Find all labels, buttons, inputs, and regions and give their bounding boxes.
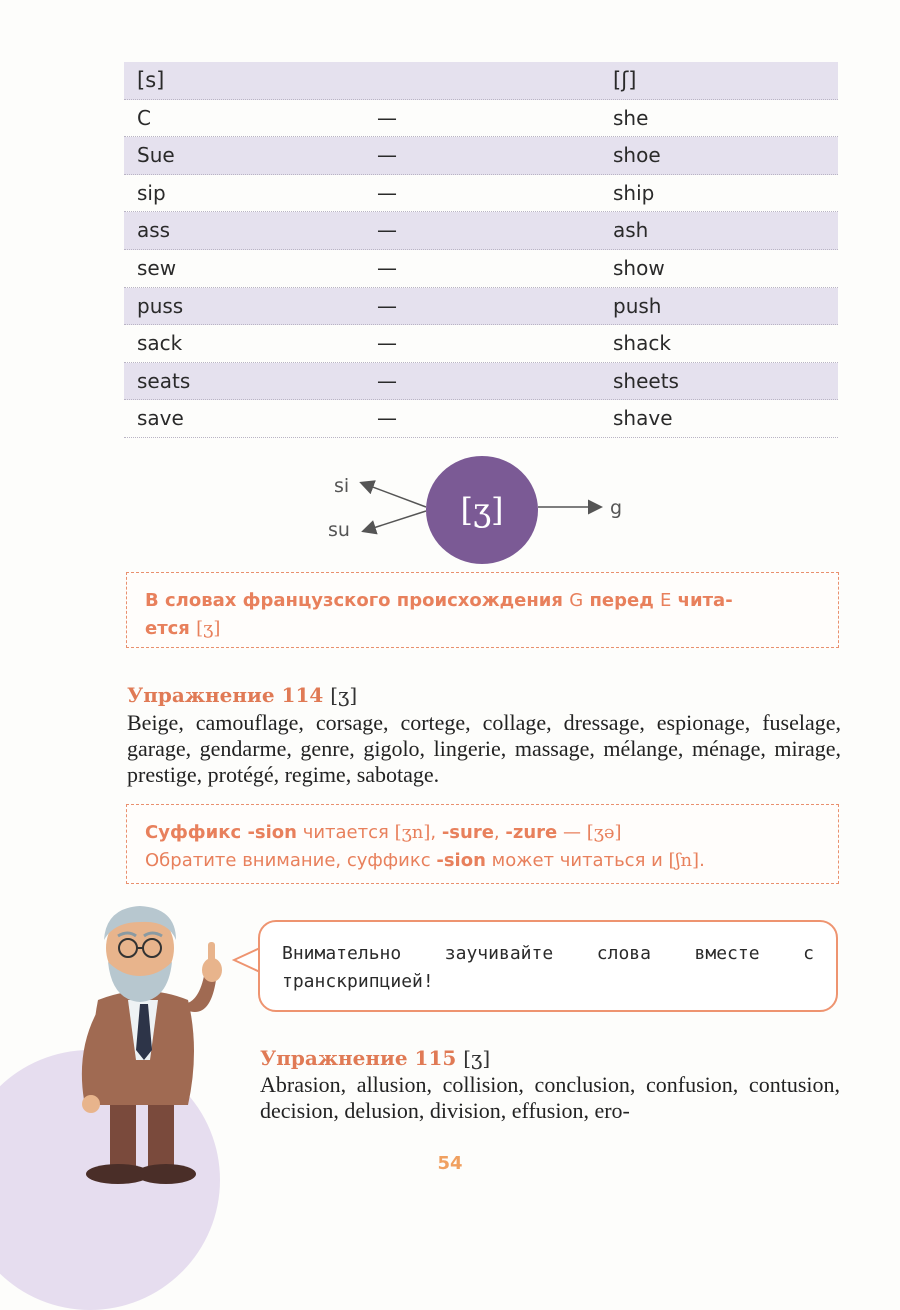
- rule-text: ,: [493, 822, 506, 843]
- label-su: su: [328, 519, 350, 541]
- rule-suffix: -sion: [247, 822, 297, 843]
- dash: —: [377, 143, 397, 168]
- rule-suffix: -sure: [441, 822, 494, 843]
- sh-word: sheets: [613, 368, 679, 393]
- dash: —: [377, 293, 397, 318]
- sh-word: shoe: [613, 143, 661, 168]
- dash: —: [377, 368, 397, 393]
- rule-letter-g: G: [569, 590, 584, 611]
- exercise-114-text: Beige, camouflage, corsage, cortege, collage, dressage, espionage, fuselage, garage, gendarme, genre, gigolo, lingerie, massage, mélange, ménage, mirage, prestige, protégé, regime, sabotage.: [127, 710, 841, 787]
- s-word: ass: [137, 218, 171, 243]
- exercise-title-text: Упражнение 115: [260, 1046, 457, 1070]
- rule-text: чита-: [671, 590, 733, 611]
- rule-ipa: [ʒn]: [394, 822, 431, 843]
- rule-text: может читаться и: [485, 850, 669, 871]
- s-word: sip: [137, 180, 166, 205]
- rule-text: перед: [583, 590, 661, 611]
- rule-suffix: -zure: [505, 822, 558, 843]
- rule-text: ,: [430, 822, 442, 843]
- table-row: [124, 400, 838, 438]
- sh-word: push: [613, 293, 662, 318]
- rule-text: Обратите внимание, суффикс: [145, 850, 437, 871]
- table-row: [124, 363, 838, 401]
- zh-sound-diagram: [320, 455, 640, 565]
- table-row: [124, 212, 838, 250]
- exercise-title-text: Упражнение 114: [127, 683, 324, 707]
- sh-word: ship: [613, 180, 655, 205]
- table-row: [124, 100, 838, 138]
- exercise-115-title: [260, 1046, 490, 1070]
- dash: —: [377, 331, 397, 356]
- rule-text: Суффикс: [145, 822, 248, 843]
- exercise-115-text: Abrasion, allusion, collision, conclusion, confusion, contusion, decision, delusion, division, effusion, ero-: [260, 1072, 840, 1123]
- rule-french-origin: [126, 572, 839, 648]
- table-header: [124, 62, 838, 100]
- rule-text: читается: [296, 822, 395, 843]
- rule-text: .: [699, 850, 705, 871]
- speech-bubble: Внимательно заучивайте слова вместе с транскрипцией!: [258, 920, 838, 1012]
- label-si: si: [334, 475, 350, 497]
- sh-word: show: [613, 255, 665, 280]
- sh-word: she: [613, 105, 649, 130]
- professor-illustration: [58, 900, 248, 1190]
- dash: —: [377, 406, 397, 431]
- table-row: [124, 250, 838, 288]
- rule-suffix-sion: [126, 804, 839, 884]
- sh-word: ash: [613, 218, 649, 243]
- sh-word: shack: [613, 331, 671, 356]
- rule-ipa: [ʃn]: [668, 850, 700, 871]
- header-sh-sound: [ʃ]: [613, 68, 637, 92]
- dash: —: [377, 105, 397, 130]
- rule-letter-e: E: [660, 590, 672, 611]
- s-word: seats: [137, 368, 191, 393]
- table-row: [124, 175, 838, 213]
- rule-ipa: [ʒ]: [196, 618, 221, 639]
- zh-sound-circle: [ʒ]: [426, 456, 538, 564]
- table-row: [124, 137, 838, 175]
- sh-word: shave: [613, 406, 673, 431]
- dash: —: [377, 218, 397, 243]
- label-g: g: [610, 497, 623, 519]
- rule-suffix: -sion: [436, 850, 486, 871]
- sound-pair-table: [124, 62, 838, 438]
- exercise-114-title: [127, 683, 357, 707]
- rule-text: В словах французского происхождения: [145, 590, 570, 611]
- s-word: Sue: [137, 143, 175, 168]
- s-word: C: [137, 105, 151, 130]
- table-row: [124, 325, 838, 363]
- header-s-sound: [s]: [137, 68, 165, 92]
- exercise-ipa: [ʒ]: [330, 683, 358, 707]
- dash: —: [377, 255, 397, 280]
- s-word: sew: [137, 255, 177, 280]
- rule-ipa: [ʒə]: [586, 822, 622, 843]
- s-word: sack: [137, 331, 183, 356]
- rule-text: ется: [145, 618, 197, 639]
- page-number: 54: [437, 1153, 463, 1174]
- arrow-to-su: [364, 511, 426, 531]
- s-word: save: [137, 406, 184, 431]
- s-word: puss: [137, 293, 184, 318]
- dash: —: [377, 180, 397, 205]
- rule-text: —: [557, 822, 587, 843]
- exercise-ipa: [ʒ]: [463, 1046, 491, 1070]
- arrow-to-si: [362, 483, 426, 507]
- table-row: [124, 288, 838, 326]
